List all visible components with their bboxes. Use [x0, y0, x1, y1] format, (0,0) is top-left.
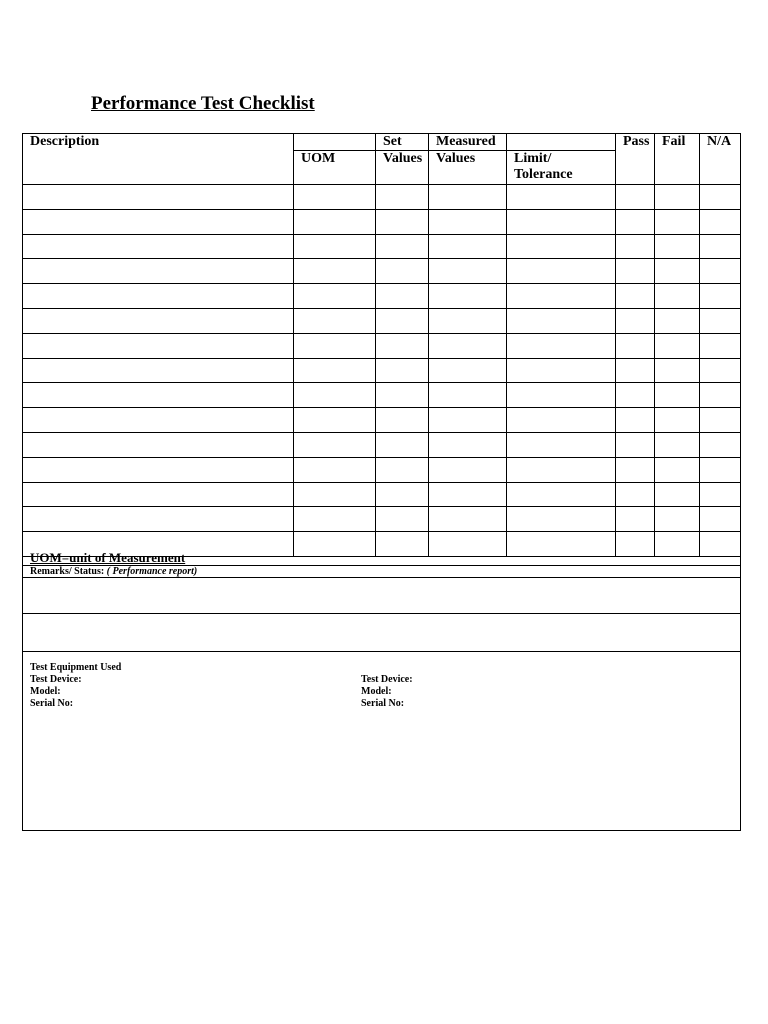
table-row — [23, 432, 741, 457]
cell-limit-tolerance[interactable] — [507, 333, 616, 358]
cell-description[interactable] — [23, 209, 294, 234]
header-limit-tolerance — [507, 151, 616, 185]
header-na: N/A — [700, 134, 741, 185]
remarks-label — [23, 566, 740, 578]
table-row — [23, 284, 741, 309]
cell-uom[interactable] — [294, 185, 376, 210]
table-row — [23, 234, 741, 259]
cell-uom[interactable] — [294, 333, 376, 358]
equipment-heading: Test Equipment Used — [30, 662, 122, 673]
cell-fail[interactable] — [655, 185, 700, 210]
cell-fail[interactable] — [655, 383, 700, 408]
left-serial-label: Serial No: — [30, 698, 74, 709]
cell-fail[interactable] — [655, 284, 700, 309]
cell-measured-values[interactable] — [429, 284, 507, 309]
cell-fail[interactable] — [655, 482, 700, 507]
equipment-right-column — [361, 674, 413, 710]
table-row — [23, 209, 741, 234]
cell-uom[interactable] — [294, 308, 376, 333]
cell-na[interactable] — [700, 209, 741, 234]
cell-na[interactable] — [700, 234, 741, 259]
cell-uom[interactable] — [294, 358, 376, 383]
cell-pass[interactable] — [616, 358, 655, 383]
table-row — [23, 185, 741, 210]
cell-description[interactable] — [23, 383, 294, 408]
cell-set-values[interactable] — [376, 209, 429, 234]
cell-pass[interactable] — [616, 383, 655, 408]
cell-limit-tolerance[interactable] — [507, 308, 616, 333]
remarks-label-text: Remarks/ Status: — [30, 566, 105, 577]
cell-pass[interactable] — [616, 308, 655, 333]
cell-na[interactable] — [700, 284, 741, 309]
cell-na[interactable] — [700, 408, 741, 433]
cell-set-values[interactable] — [376, 308, 429, 333]
cell-set-values[interactable] — [376, 333, 429, 358]
cell-fail[interactable] — [655, 209, 700, 234]
header-limit-top — [507, 134, 616, 151]
cell-uom[interactable] — [294, 408, 376, 433]
cell-limit-tolerance[interactable] — [507, 358, 616, 383]
header-pass: Pass — [616, 134, 655, 185]
cell-limit-tolerance[interactable] — [507, 432, 616, 457]
cell-set-values[interactable] — [376, 482, 429, 507]
cell-limit-tolerance[interactable] — [507, 482, 616, 507]
table-row — [23, 507, 741, 532]
cell-measured-values[interactable] — [429, 209, 507, 234]
header-row-top — [23, 134, 741, 151]
cell-measured-values[interactable] — [429, 383, 507, 408]
cell-na[interactable] — [700, 507, 741, 532]
cell-uom[interactable] — [294, 383, 376, 408]
cell-pass[interactable] — [616, 284, 655, 309]
cell-fail[interactable] — [655, 507, 700, 532]
cell-na[interactable] — [700, 185, 741, 210]
cell-measured-values[interactable] — [429, 507, 507, 532]
cell-set-values[interactable] — [376, 234, 429, 259]
test-equipment-section — [23, 652, 740, 832]
page-title: Performance Test Checklist — [91, 93, 315, 114]
cell-set-values[interactable] — [376, 185, 429, 210]
table-row — [23, 358, 741, 383]
header-limit-line2: Tolerance — [514, 167, 573, 182]
table-row — [23, 408, 741, 433]
cell-set-values[interactable] — [376, 383, 429, 408]
header-measured-top: Measured — [429, 134, 507, 151]
cell-na[interactable] — [700, 432, 741, 457]
cell-set-values[interactable] — [376, 358, 429, 383]
cell-limit-tolerance[interactable] — [507, 259, 616, 284]
cell-fail[interactable] — [655, 333, 700, 358]
cell-na[interactable] — [700, 259, 741, 284]
header-description: Description — [23, 134, 294, 185]
table-row — [23, 308, 741, 333]
cell-measured-values[interactable] — [429, 358, 507, 383]
cell-uom[interactable] — [294, 234, 376, 259]
cell-set-values[interactable] — [376, 259, 429, 284]
header-set-values: Values — [376, 151, 429, 185]
cell-measured-values[interactable] — [429, 259, 507, 284]
cell-pass[interactable] — [616, 185, 655, 210]
left-model-label: Model: — [30, 686, 61, 697]
cell-measured-values[interactable] — [429, 185, 507, 210]
header-uom-top — [294, 134, 376, 151]
cell-description[interactable] — [23, 408, 294, 433]
cell-fail[interactable] — [655, 457, 700, 482]
cell-measured-values[interactable] — [429, 408, 507, 433]
cell-limit-tolerance[interactable] — [507, 209, 616, 234]
cell-pass[interactable] — [616, 209, 655, 234]
cell-description[interactable] — [23, 308, 294, 333]
cell-limit-tolerance[interactable] — [507, 507, 616, 532]
cell-description[interactable] — [23, 507, 294, 532]
cell-na[interactable] — [700, 333, 741, 358]
cell-description[interactable] — [23, 358, 294, 383]
cell-fail[interactable] — [655, 259, 700, 284]
remarks-hint: ( Performance report) — [106, 566, 198, 577]
cell-pass[interactable] — [616, 259, 655, 284]
remarks-field-2[interactable] — [23, 614, 740, 652]
cell-na[interactable] — [700, 308, 741, 333]
cell-description[interactable] — [23, 457, 294, 482]
cell-fail[interactable] — [655, 408, 700, 433]
cell-measured-values[interactable] — [429, 234, 507, 259]
cell-limit-tolerance[interactable] — [507, 457, 616, 482]
left-test-device-label: Test Device: — [30, 674, 82, 685]
cell-fail[interactable] — [655, 234, 700, 259]
cell-uom[interactable] — [294, 209, 376, 234]
cell-uom[interactable] — [294, 284, 376, 309]
table-row — [23, 457, 741, 482]
remarks-field-1[interactable] — [23, 578, 740, 614]
header-uom: UOM — [294, 151, 376, 185]
cell-fail[interactable] — [655, 432, 700, 457]
table-row — [23, 482, 741, 507]
cell-pass[interactable] — [616, 408, 655, 433]
checklist-table — [22, 133, 741, 557]
cell-na[interactable] — [700, 482, 741, 507]
cell-pass[interactable] — [616, 457, 655, 482]
cell-description[interactable] — [23, 432, 294, 457]
cell-uom[interactable] — [294, 259, 376, 284]
cell-limit-tolerance[interactable] — [507, 234, 616, 259]
cell-measured-values[interactable] — [429, 333, 507, 358]
cell-description[interactable] — [23, 185, 294, 210]
cell-description[interactable] — [23, 333, 294, 358]
cell-pass[interactable] — [616, 432, 655, 457]
lower-section — [22, 549, 741, 831]
cell-limit-tolerance[interactable] — [507, 284, 616, 309]
cell-measured-values[interactable] — [429, 308, 507, 333]
cell-pass[interactable] — [616, 482, 655, 507]
cell-pass[interactable] — [616, 507, 655, 532]
cell-na[interactable] — [700, 383, 741, 408]
cell-description[interactable] — [23, 234, 294, 259]
right-model-label: Model: — [361, 686, 392, 697]
cell-fail[interactable] — [655, 308, 700, 333]
cell-measured-values[interactable] — [429, 482, 507, 507]
table-row — [23, 333, 741, 358]
table-row — [23, 259, 741, 284]
cell-pass[interactable] — [616, 234, 655, 259]
cell-na[interactable] — [700, 457, 741, 482]
cell-uom[interactable] — [294, 507, 376, 532]
cell-uom[interactable] — [294, 482, 376, 507]
equipment-left-column — [30, 662, 121, 710]
table-row — [23, 383, 741, 408]
cell-uom[interactable] — [294, 457, 376, 482]
cell-limit-tolerance[interactable] — [507, 185, 616, 210]
cell-description[interactable] — [23, 482, 294, 507]
cell-set-values[interactable] — [376, 284, 429, 309]
cell-description[interactable] — [23, 259, 294, 284]
cell-set-values[interactable] — [376, 507, 429, 532]
cell-uom[interactable] — [294, 432, 376, 457]
header-limit-line1: Limit/ — [514, 151, 552, 166]
cell-measured-values[interactable] — [429, 457, 507, 482]
cell-limit-tolerance[interactable] — [507, 383, 616, 408]
cell-set-values[interactable] — [376, 432, 429, 457]
cell-description[interactable] — [23, 284, 294, 309]
uom-note: UOM=unit of Measurement — [23, 549, 740, 566]
cell-pass[interactable] — [616, 333, 655, 358]
cell-limit-tolerance[interactable] — [507, 408, 616, 433]
cell-na[interactable] — [700, 358, 741, 383]
header-set-top: Set — [376, 134, 429, 151]
header-fail: Fail — [655, 134, 700, 185]
header-measured-values: Values — [429, 151, 507, 185]
cell-set-values[interactable] — [376, 408, 429, 433]
cell-measured-values[interactable] — [429, 432, 507, 457]
cell-fail[interactable] — [655, 358, 700, 383]
right-test-device-label: Test Device: — [361, 674, 413, 685]
cell-set-values[interactable] — [376, 457, 429, 482]
right-serial-label: Serial No: — [361, 698, 405, 709]
blank-rows — [23, 185, 741, 557]
